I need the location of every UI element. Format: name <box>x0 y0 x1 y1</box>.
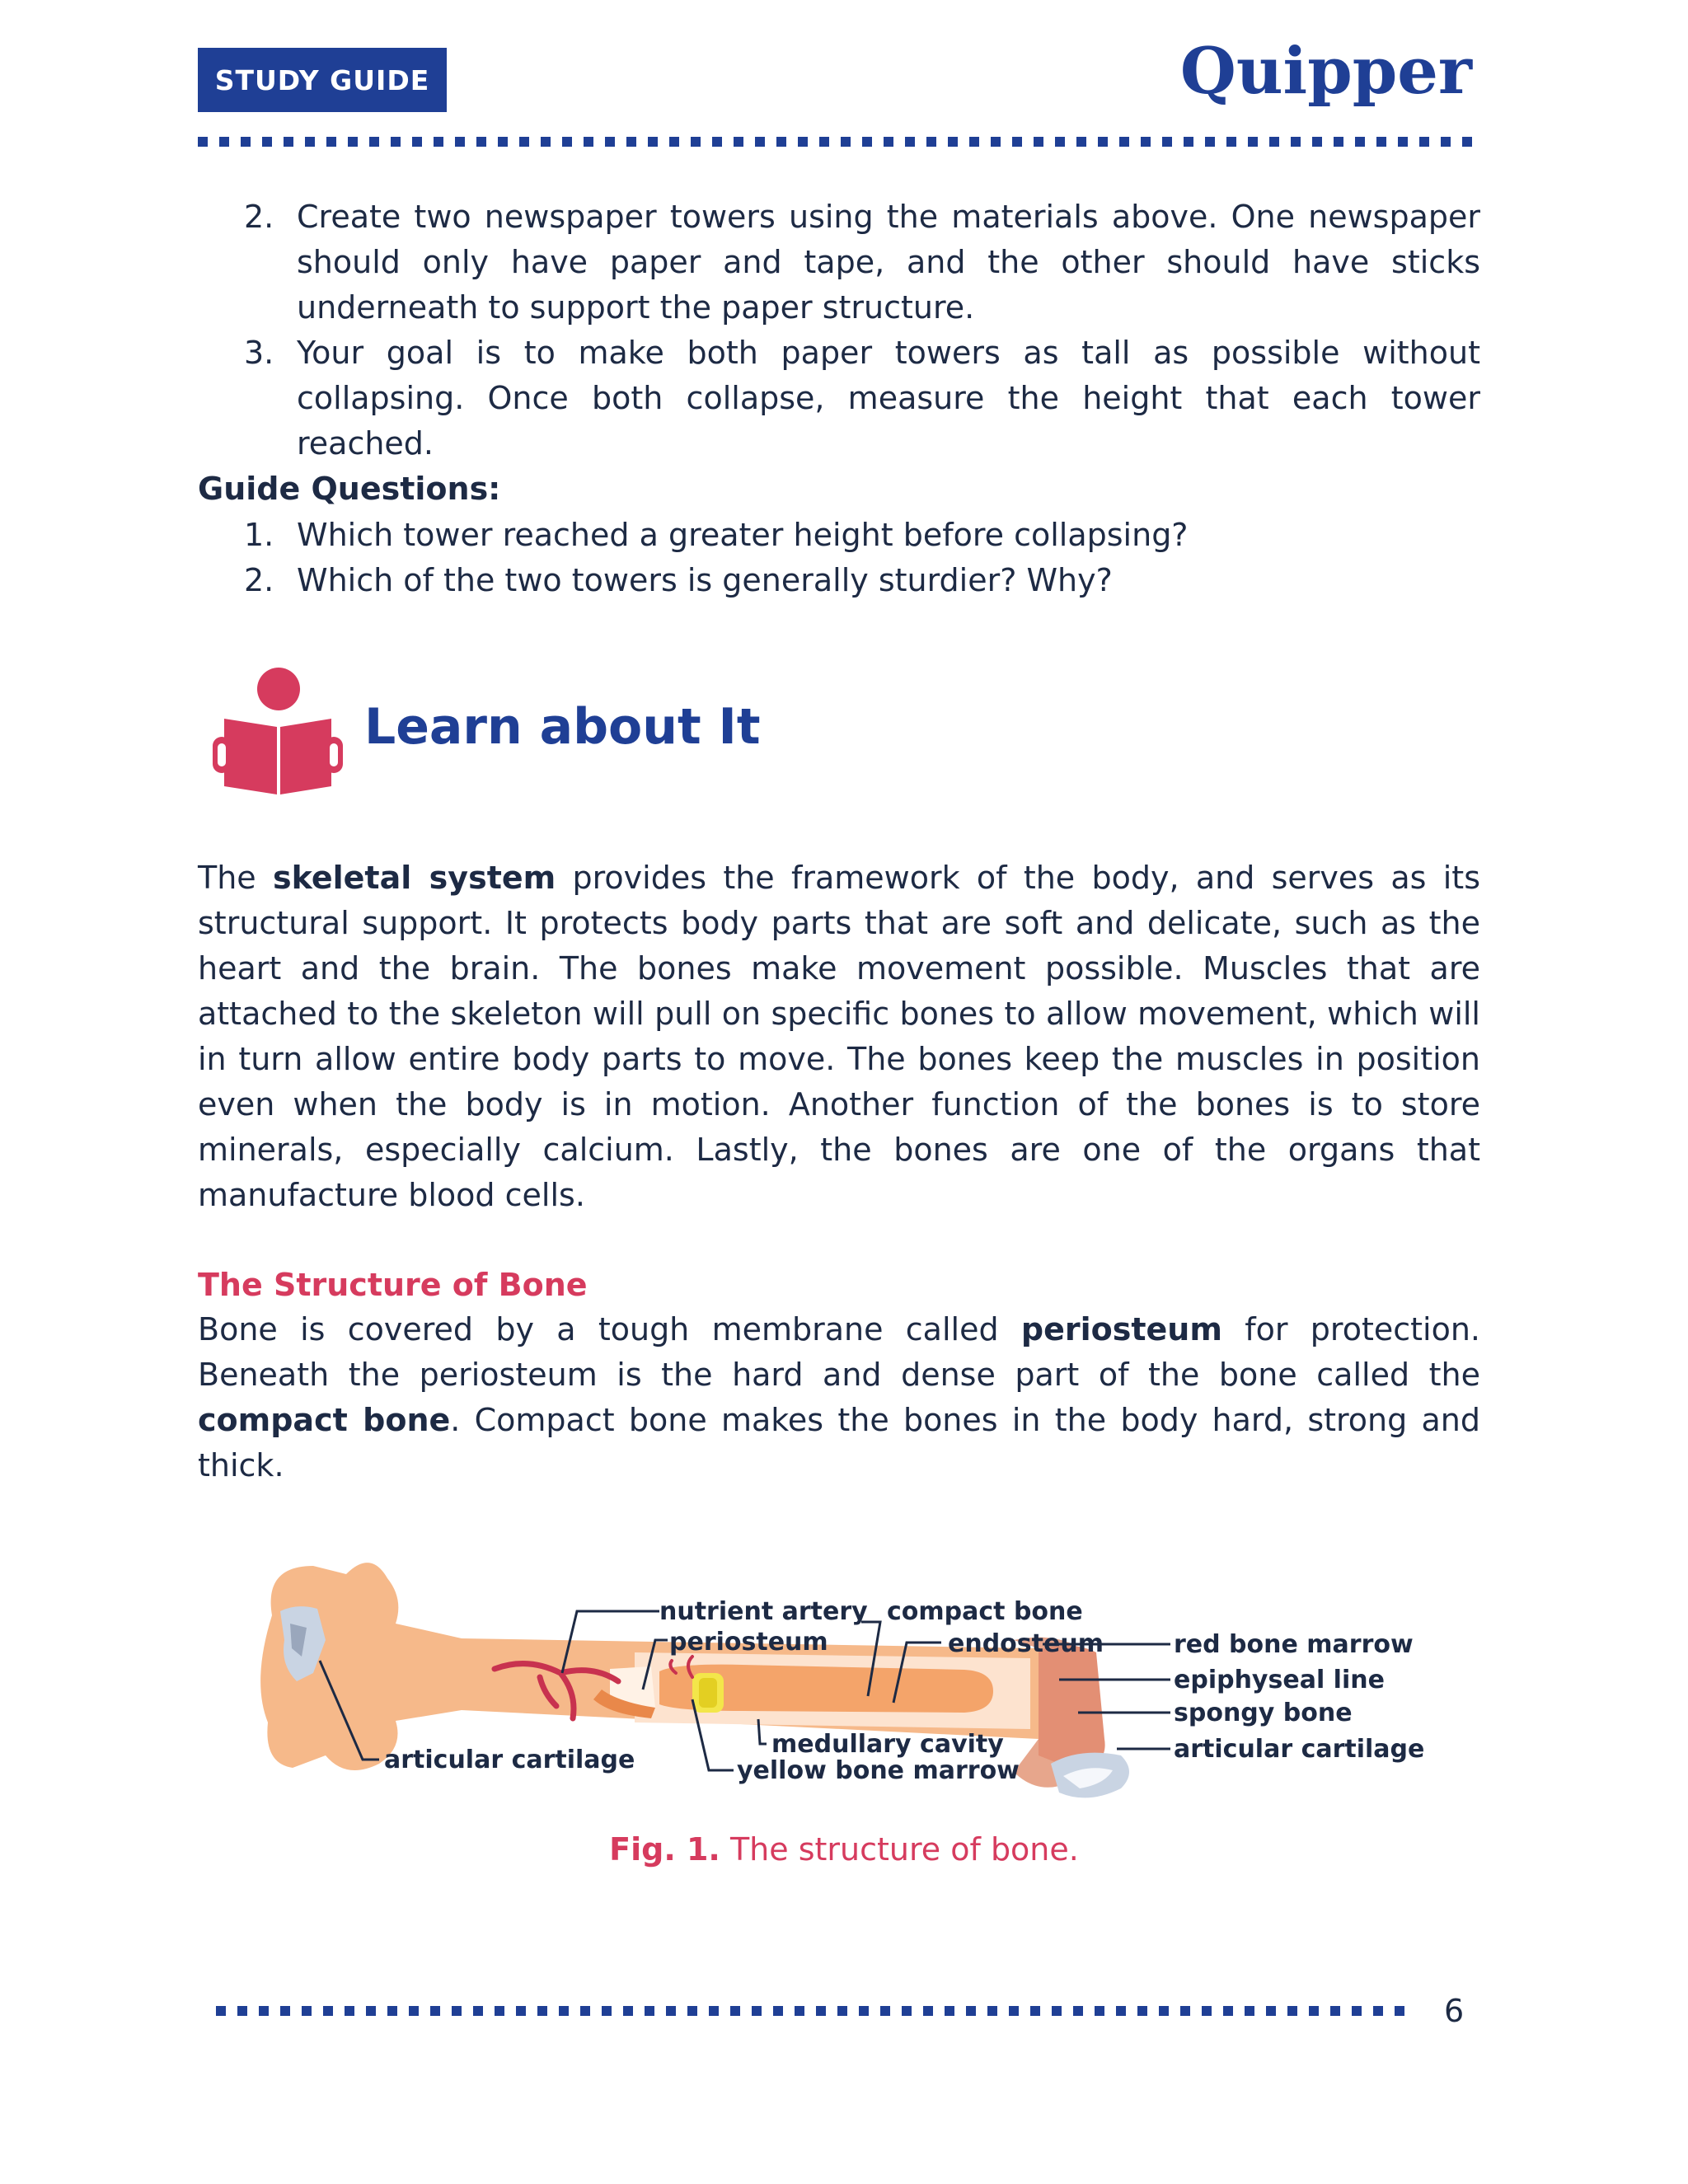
skeletal-system-paragraph <box>198 855 1480 1218</box>
rule-dot <box>773 2006 783 2016</box>
rule-dot <box>1055 137 1065 147</box>
label-compact-bone: compact bone <box>887 1597 1083 1626</box>
rule-dot <box>434 137 443 147</box>
rule-dot <box>476 137 486 147</box>
rule-dot <box>945 2006 954 2016</box>
rule-dot <box>409 2006 419 2016</box>
rule-dot <box>1248 137 1258 147</box>
rule-dot <box>219 137 229 147</box>
rule-dot <box>391 137 401 147</box>
rule-dot <box>1441 137 1451 147</box>
rule-dot <box>1352 2006 1362 2016</box>
rule-dot <box>1462 137 1472 147</box>
rule-dot <box>241 137 251 147</box>
rule-dot <box>559 2006 569 2016</box>
rule-dot <box>323 2006 333 2016</box>
rule-dot <box>905 137 915 147</box>
rule-dot <box>1269 137 1279 147</box>
term-skeletal-system: skeletal system <box>272 860 556 896</box>
rule-dot <box>798 137 808 147</box>
label-red-bone-marrow: red bone marrow <box>1174 1630 1414 1659</box>
footer-dotted-rule <box>216 2006 1411 2016</box>
rule-dot <box>519 137 529 147</box>
rule-dot <box>623 2006 633 2016</box>
rule-dot <box>1395 2006 1404 2016</box>
rule-dot <box>1373 2006 1383 2016</box>
rule-dot <box>1376 137 1386 147</box>
rule-dot <box>884 137 893 147</box>
term-compact-bone: compact bone <box>198 1402 451 1438</box>
rule-dot <box>1312 137 1322 147</box>
rule-dot <box>1009 2006 1019 2016</box>
study-guide-badge: STUDY GUIDE <box>198 48 447 112</box>
figure-number: Fig. 1. <box>609 1831 720 1868</box>
rule-dot <box>305 137 315 147</box>
list-item-text: Which of the two towers is generally sturdier? Why? <box>297 562 1113 598</box>
rule-dot <box>837 2006 847 2016</box>
rule-dot <box>495 2006 504 2016</box>
rule-dot <box>734 137 743 147</box>
bone-structure-diagram <box>247 1516 1451 1821</box>
bone-structure-paragraph <box>198 1307 1480 1488</box>
rule-dot <box>1076 137 1086 147</box>
rule-dot <box>345 2006 354 2016</box>
rule-dot <box>666 2006 676 2016</box>
rule-dot <box>326 137 336 147</box>
list-item <box>244 513 1480 558</box>
bone-structure-heading: The Structure of Bone <box>198 1267 588 1303</box>
rule-dot <box>498 137 508 147</box>
list-number: 2. <box>244 199 274 235</box>
list-number: 3. <box>244 335 274 371</box>
rule-dot <box>1245 2006 1254 2016</box>
rule-dot <box>1202 2006 1212 2016</box>
list-number: 1. <box>244 517 274 553</box>
rule-dot <box>262 137 272 147</box>
rule-dot <box>280 2006 290 2016</box>
label-periosteum: periosteum <box>669 1628 828 1657</box>
text-run: for protection. Beneath the periosteum is the hard and dense part of the bone called the <box>198 1311 1480 1393</box>
rule-dot <box>1073 2006 1083 2016</box>
rule-dot <box>926 137 936 147</box>
rule-dot <box>1095 2006 1104 2016</box>
rule-dot <box>987 2006 997 2016</box>
rule-dot <box>237 2006 247 2016</box>
guide-questions-list <box>244 513 1480 603</box>
reading-person-icon <box>213 666 343 796</box>
rule-dot <box>605 137 615 147</box>
list-item <box>244 558 1480 603</box>
rule-dot <box>859 2006 869 2016</box>
procedure-steps-list <box>244 194 1480 466</box>
rule-dot <box>1205 137 1215 147</box>
rule-dot <box>991 137 1001 147</box>
rule-dot <box>752 2006 762 2016</box>
rule-dot <box>969 137 979 147</box>
rule-dot <box>669 137 679 147</box>
rule-dot <box>1034 137 1043 147</box>
label-spongy-bone: spongy bone <box>1174 1699 1353 1727</box>
label-articular-cartilage-left: articular cartilage <box>384 1746 635 1774</box>
rule-dot <box>1330 2006 1340 2016</box>
list-item-text: Which tower reached a greater height before collapsing? <box>297 517 1189 553</box>
rule-dot <box>452 2006 462 2016</box>
rule-dot <box>948 137 958 147</box>
rule-dot <box>1419 137 1429 147</box>
rule-dot <box>1141 137 1151 147</box>
rule-dot <box>1309 2006 1319 2016</box>
rule-dot <box>691 137 701 147</box>
rule-dot <box>1052 2006 1062 2016</box>
label-endosteum: endosteum <box>948 1629 1104 1658</box>
label-yellow-bone-marrow: yellow bone marrow <box>737 1756 1020 1785</box>
rule-dot <box>687 2006 697 2016</box>
rule-dot <box>862 137 872 147</box>
section-title: Learn about It <box>364 698 761 756</box>
text-run: provides the framework of the body, and serves as its structural support. It protects body parts that are soft and delicate, such as the heart and the brain. The bones make movement possible. Muscles that are attached to the skeleton will pull on specific bones to allow movement, which will in turn allow entire body parts to move. The bones keep the muscles in position even when the body is in motion. Another function of the bones is to store minerals, especially calcium. Lastly, the bones are one of the organs that manufacture blood cells. <box>198 860 1480 1213</box>
rule-dot <box>516 2006 526 2016</box>
figure-caption <box>0 1831 1688 1868</box>
rule-dot <box>1398 137 1408 147</box>
rule-dot <box>709 2006 719 2016</box>
term-periosteum: periosteum <box>1020 1311 1222 1347</box>
list-item <box>244 330 1480 466</box>
rule-dot <box>602 2006 612 2016</box>
rule-dot <box>966 2006 976 2016</box>
rule-dot <box>412 137 422 147</box>
rule-dot <box>387 2006 397 2016</box>
rule-dot <box>1098 137 1108 147</box>
guide-questions-title: Guide Questions: <box>198 471 501 507</box>
text-run: . Compact bone makes the bones in the body hard, strong and thick. <box>198 1402 1481 1483</box>
rule-dot <box>1162 137 1172 147</box>
list-item-text: Create two newspaper towers using the materials above. One newspaper should only have paper and tape, and the other should have sticks underneath to support the paper structure. <box>297 199 1480 326</box>
rule-dot <box>284 137 293 147</box>
label-epiphyseal-line: epiphyseal line <box>1174 1666 1385 1694</box>
rule-dot <box>902 2006 912 2016</box>
list-item-text: Your goal is to make both paper towers as tall as possible without collapsing. Once both collapse, measure the height that each tower reached. <box>297 335 1480 462</box>
rule-dot <box>776 137 786 147</box>
label-nutrient-artery: nutrient artery <box>659 1597 868 1626</box>
figure-caption-text: The structure of bone. <box>720 1831 1079 1868</box>
rule-dot <box>880 2006 890 2016</box>
rule-dot <box>841 137 851 147</box>
rule-dot <box>473 2006 483 2016</box>
rule-dot <box>430 2006 440 2016</box>
rule-dot <box>369 137 379 147</box>
rule-dot <box>584 137 593 147</box>
quipper-logo: Quipper <box>1179 34 1472 109</box>
rule-dot <box>795 2006 804 2016</box>
text-run: Bone is covered by a tough membrane called <box>198 1311 1021 1347</box>
rule-dot <box>1159 2006 1169 2016</box>
rule-dot <box>562 137 572 147</box>
rule-dot <box>348 137 358 147</box>
rule-dot <box>730 2006 740 2016</box>
label-articular-cartilage-right: articular cartilage <box>1174 1735 1425 1764</box>
rule-dot <box>923 2006 933 2016</box>
header-dotted-rule <box>198 137 1480 147</box>
rule-dot <box>819 137 829 147</box>
rule-dot <box>537 2006 547 2016</box>
rule-dot <box>1184 137 1193 147</box>
label-medullary-cavity: medullary cavity <box>771 1730 1004 1759</box>
rule-dot <box>580 2006 590 2016</box>
rule-dot <box>366 2006 376 2016</box>
rule-dot <box>1030 2006 1040 2016</box>
rule-dot <box>1223 2006 1233 2016</box>
rule-dot <box>302 2006 312 2016</box>
rule-dot <box>648 137 658 147</box>
list-number: 2. <box>244 562 274 598</box>
rule-dot <box>1137 2006 1147 2016</box>
rule-dot <box>541 137 551 147</box>
rule-dot <box>1291 137 1301 147</box>
rule-dot <box>259 2006 269 2016</box>
rule-dot <box>712 137 722 147</box>
rule-dot <box>1012 137 1022 147</box>
rule-dot <box>455 137 465 147</box>
rule-dot <box>1226 137 1236 147</box>
rule-dot <box>1266 2006 1276 2016</box>
rule-dot <box>1119 137 1129 147</box>
text-run: The <box>198 860 273 896</box>
rule-dot <box>645 2006 654 2016</box>
rule-dot <box>198 137 208 147</box>
rule-dot <box>216 2006 226 2016</box>
rule-dot <box>626 137 636 147</box>
rule-dot <box>816 2006 826 2016</box>
rule-dot <box>1334 137 1343 147</box>
rule-dot <box>755 137 765 147</box>
rule-dot <box>1116 2006 1126 2016</box>
rule-dot <box>1355 137 1365 147</box>
page-number: 6 <box>1444 1993 1465 2029</box>
rule-dot <box>1287 2006 1297 2016</box>
rule-dot <box>1180 2006 1190 2016</box>
list-item <box>244 194 1480 330</box>
